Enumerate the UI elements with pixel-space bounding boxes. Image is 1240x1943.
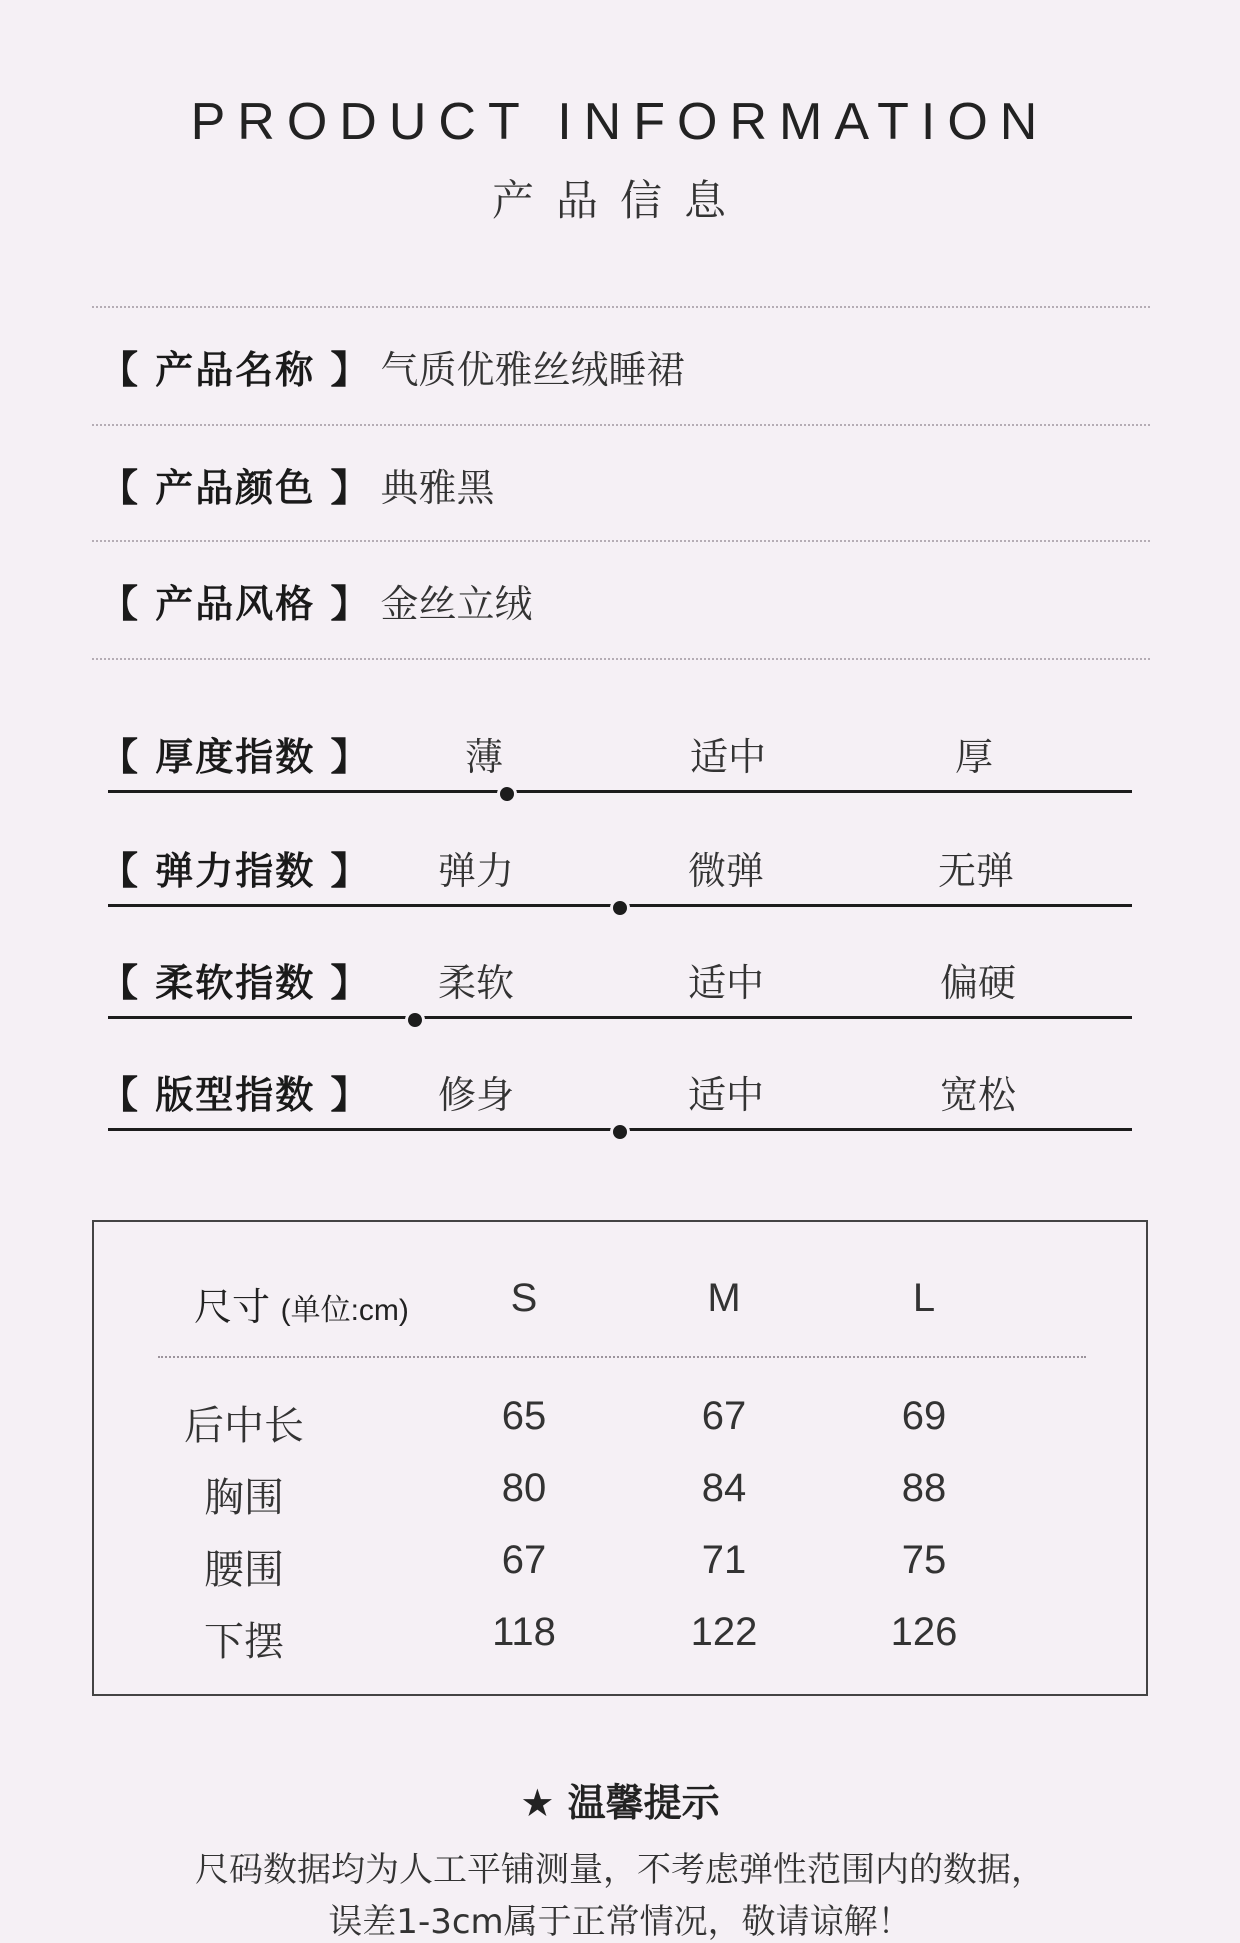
- index-option: 无弹: [937, 849, 1014, 893]
- index-option: 厚: [954, 735, 993, 779]
- row-value: 75: [901, 1538, 947, 1582]
- page-title-en: PRODUCT INFORMATION: [190, 93, 1050, 151]
- row-value: 67: [501, 1538, 547, 1582]
- info-row-color: [100, 454, 494, 514]
- divider: [92, 306, 1150, 308]
- row-value: 118: [492, 1610, 556, 1654]
- row-label: 腰围: [204, 1548, 284, 1592]
- index-marker: [610, 898, 630, 918]
- index-marker: [610, 1122, 630, 1142]
- divider: [92, 424, 1150, 426]
- size-col-header: L: [912, 1276, 936, 1320]
- size-table-divider: [158, 1356, 1086, 1358]
- row-value: 69: [901, 1394, 947, 1438]
- index-marker: [497, 784, 517, 804]
- size-label: 尺寸: [194, 1287, 271, 1329]
- row-value: 84: [701, 1466, 747, 1510]
- page-title-cn: 产品信息: [491, 176, 748, 225]
- size-table: [92, 1220, 1148, 1696]
- row-value: 67: [701, 1394, 747, 1438]
- divider: [92, 658, 1150, 660]
- row-value: 88: [901, 1466, 947, 1510]
- index-label: 【 弹力指数 】: [100, 849, 371, 893]
- index-row-fit: [100, 1064, 1140, 1144]
- info-row-style: [100, 570, 532, 630]
- index-option: 弹力: [437, 849, 514, 893]
- index-option: 微弹: [687, 849, 764, 893]
- index-marker: [405, 1010, 425, 1030]
- size-header-label: [194, 1276, 454, 1331]
- tips-title: ★ 温馨提示: [520, 1781, 720, 1825]
- size-col-header: S: [510, 1276, 538, 1320]
- divider: [92, 540, 1150, 542]
- info-value: 典雅黑: [380, 465, 495, 510]
- info-value: 金丝立绒: [380, 581, 533, 626]
- index-option: 薄: [464, 735, 503, 779]
- row-label: 下摆: [204, 1620, 284, 1664]
- row-label: 后中长: [184, 1404, 304, 1448]
- info-value: 气质优雅丝绒睡裙: [380, 347, 685, 392]
- index-label: 【 版型指数 】: [100, 1073, 371, 1117]
- index-option: 偏硬: [939, 961, 1016, 1005]
- index-track: [108, 1016, 1132, 1019]
- row-value: 65: [501, 1394, 547, 1438]
- info-label: 【 产品风格 】: [100, 581, 371, 626]
- row-value: 71: [701, 1538, 747, 1582]
- index-track: [108, 790, 1132, 793]
- info-label: 【 产品名称 】: [100, 347, 371, 392]
- index-label: 【 厚度指数 】: [100, 735, 371, 779]
- index-label: 【 柔软指数 】: [100, 961, 371, 1005]
- index-option: 柔软: [437, 961, 514, 1005]
- size-col-header: M: [707, 1276, 741, 1320]
- index-option: 适中: [687, 961, 764, 1005]
- tips-text-line-2: 误差1-3cm属于正常情况，敬请谅解！: [328, 1902, 912, 1942]
- index-row-thickness: [100, 726, 1140, 806]
- index-option: 适中: [689, 735, 766, 779]
- index-row-softness: [100, 952, 1140, 1032]
- row-label: 胸围: [204, 1476, 284, 1520]
- index-option: 宽松: [939, 1073, 1016, 1117]
- index-option: 适中: [687, 1073, 764, 1117]
- size-unit: (单位:cm): [280, 1294, 409, 1327]
- info-row-name: [100, 336, 684, 396]
- info-label: 【 产品颜色 】: [100, 465, 371, 510]
- index-option: 修身: [437, 1073, 514, 1117]
- index-row-elasticity: [100, 840, 1140, 920]
- row-value: 122: [690, 1610, 758, 1654]
- row-value: 126: [890, 1610, 958, 1654]
- tips-text-line-1: 尺码数据均为人工平铺测量，不考虑弹性范围内的数据，: [195, 1850, 1045, 1890]
- row-value: 80: [501, 1466, 547, 1510]
